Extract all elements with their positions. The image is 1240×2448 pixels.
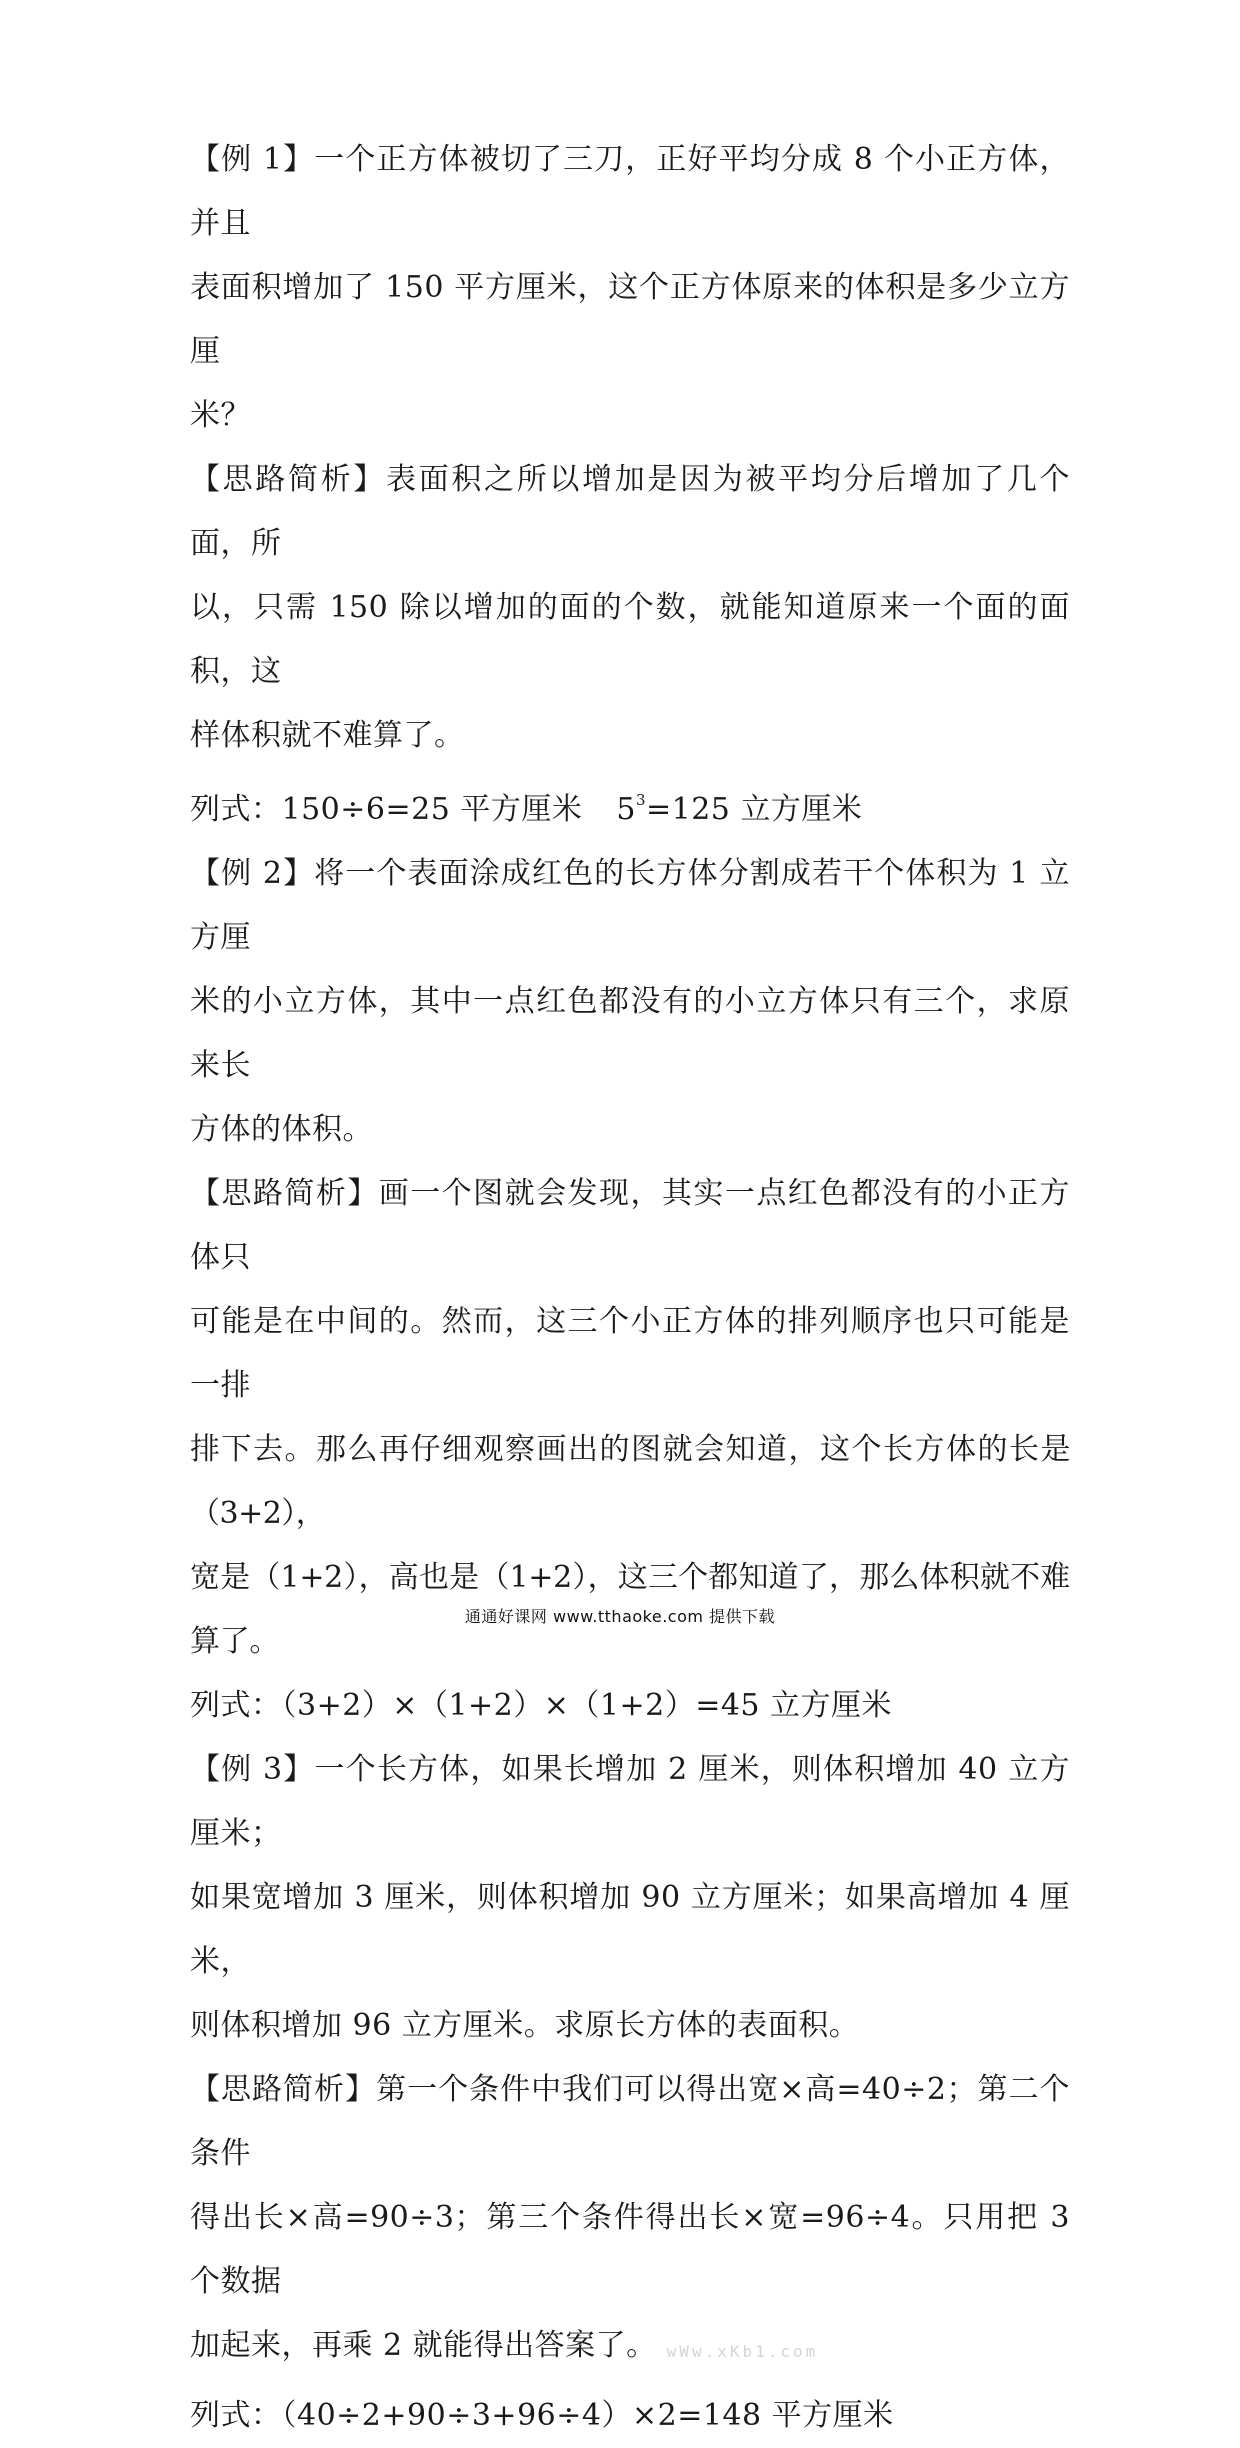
- example-2-analysis: [190, 1162, 1070, 1674]
- example-3-question: [190, 1738, 1070, 2058]
- text-line: 【思路简析】第一个条件中我们可以得出宽×高=40÷2；第二个条件: [190, 2072, 1070, 2171]
- text-line: 以，只需 150 除以增加的面的个数，就能知道原来一个面的面积，这: [190, 590, 1070, 689]
- text-line: 则体积增加 96 立方厘米。求原长方体的表面积。: [190, 2008, 860, 2043]
- text-line: [190, 2314, 1070, 2384]
- formula-exponent: 3: [635, 791, 646, 809]
- document-body: [190, 128, 1070, 2448]
- example-3-analysis: [190, 2058, 1070, 2384]
- text-line: 【例 3】一个长方体，如果长增加 2 厘米，则体积增加 40 立方厘米；: [190, 1752, 1070, 1851]
- example-2-formula: 列式：（3+2）×（1+2）×（1+2）=45 立方厘米: [190, 1688, 893, 1723]
- page-footer: 通通好课网 www.tthaoke.com 提供下载: [464, 1607, 776, 1626]
- example-1-analysis: [190, 448, 1070, 768]
- text-line: 【思路简析】画一个图就会发现，其实一点红色都没有的小正方体只: [190, 1176, 1070, 1275]
- example-1-formula: [190, 768, 1070, 842]
- text-line: 米？: [190, 398, 251, 433]
- example-3-formula: 列式：（40÷2+90÷3+96÷4）×2=148 平方厘米: [190, 2398, 894, 2433]
- text-line: 表面积增加了 150 平方厘米，这个正方体原来的体积是多少立方厘: [190, 270, 1070, 369]
- formula-part: 列式：150÷6=25 平方厘米: [190, 792, 583, 827]
- example-1-question: [190, 128, 1070, 448]
- formula-base: 5: [616, 792, 636, 827]
- text-line: 米的小立方体，其中一点红色都没有的小立方体只有三个，求原来长: [190, 984, 1070, 1083]
- text-segment: 加起来，再乘 2 就能得出答案了。: [190, 2328, 657, 2363]
- text-line: 宽是（1+2），高也是（1+2），这三个都知道了，那么体积就不难算了。: [190, 1560, 1070, 1659]
- text-line: 方体的体积。: [190, 1112, 373, 1147]
- formula-part: =125 立方厘米: [645, 792, 863, 827]
- text-line: 【例 2】将一个表面涂成红色的长方体分割成若干个体积为 1 立方厘: [190, 856, 1070, 955]
- watermark: wWw.xKb1.com: [666, 2342, 819, 2361]
- text-line: 排下去。那么再仔细观察画出的图就会知道，这个长方体的长是（3+2），: [190, 1432, 1070, 1531]
- text-line: 得出长×高=90÷3；第三个条件得出长×宽=96÷4。只用把 3 个数据: [190, 2200, 1070, 2299]
- example-2-question: [190, 842, 1070, 1162]
- text-line: 如果宽增加 3 厘米，则体积增加 90 立方厘米；如果高增加 4 厘米，: [190, 1880, 1070, 1979]
- text-line: 【思路简析】表面积之所以增加是因为被平均分后增加了几个面，所: [190, 462, 1070, 561]
- text-line: 可能是在中间的。然而，这三个小正方体的排列顺序也只可能是一排: [190, 1304, 1070, 1403]
- text-line: 【例 1】一个正方体被切了三刀，正好平均分成 8 个小正方体，并且: [190, 142, 1070, 241]
- text-line: 样体积就不难算了。: [190, 718, 465, 753]
